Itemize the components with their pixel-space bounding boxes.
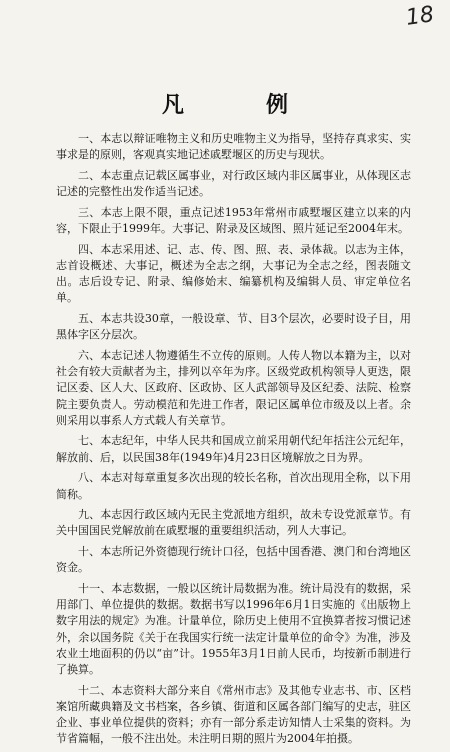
paragraph-2: 二、本志重点记载区属事业，对行政区域内非区属事业，从体现区志记述的完整性出发作适当记述。 [56,168,411,199]
page-title: 凡 例 [161,92,318,118]
paragraph-10: 十、本志所记外资德现行统计口径，包括中国香港、澳门和台湾地区资金。 [56,545,411,575]
paragraph-4: 四、本志采用述、记、志、传、图、照、表、录体裁。以志为主体，志首设概述、大事记，概述为全志之纲，大事记为全志之经，图表随文出。志后设专记、附录、编修始末、编纂机构及编辑人员、审定单位名单。 [56,242,411,305]
paragraph-11: 十一、本志数据，一般以区统计局数据为准。统计局没有的数据，采用部门、单位提供的数据。数据书写以1996年6月1日实施的《出版物上数字用法的规定》为准。计量单位，除历史上使用不宜换算者按习惯记述外，余以国务院《关于在我国实行统一法定计量单位的命令》为准，涉及农业土地面积的仍以“亩”计。1955年3月1日前人民币，均按新币制进行了换算。 [56,582,411,677]
paragraph-3: 三、本志上限不限，重点记述1953年常州市戚墅堰区建立以来的内容，下限止于1999年。大事记、附录及区域图、照片延记至2004年末。 [56,205,411,236]
page-number: 18 [404,2,436,31]
paragraph-12: 十二、本志资料大部分来自《常州市志》及其他专业志书、市、区档案馆所藏典籍及文书档案，各乡镇、街道和区属各部门编写的史志，驻区企业、事业单位提供的资料；亦有一部分系走访知情人士采集的资料。为节省篇幅，一般不注出处。未注明日期的照片为2004年拍摄。 [56,683,411,746]
paragraph-1: 一、本志以辩证唯物主义和历史唯物主义为指导，坚持存真求实、实事求是的原则，客观真实地记述戚墅堰区的历史与现状。 [56,132,411,162]
paragraph-6: 六、本志记述人物遵循生不立传的原则。人传人物以本籍为主，以对社会有较大贡献者为主，排列以卒年为序。区级党政机构领导人更迭，限记区委、区人大、区政府、区政协、区人武部领导及区纪委、法院、检察院主要负责人。劳动模范和先进工作者，限记区属单位市级及以上者。余则采用以事系人方式载人有关章节。 [56,348,411,427]
document-body [56,131,411,752]
paragraph-7: 七、本志纪年，中华人民共和国成立前采用朝代纪年括注公元纪年，解放前、后，以民国38年(1949年)4月23日区境解放之日为界。 [56,434,411,464]
paragraph-9: 九、本志因行政区域内无民主党派地方组织，故未专设党派章节。有关中国国民党解放前在戚墅堰的重要组织活动，列人大事记。 [56,508,411,538]
paragraph-8: 八、本志对每章重复多次出现的较长名称，首次出现用全称，以下用简称。 [56,471,411,501]
paragraph-5: 五、本志共设30章，一般设章、节、目3个层次，必要时设子目，用黑体字区分层次。 [56,312,411,342]
